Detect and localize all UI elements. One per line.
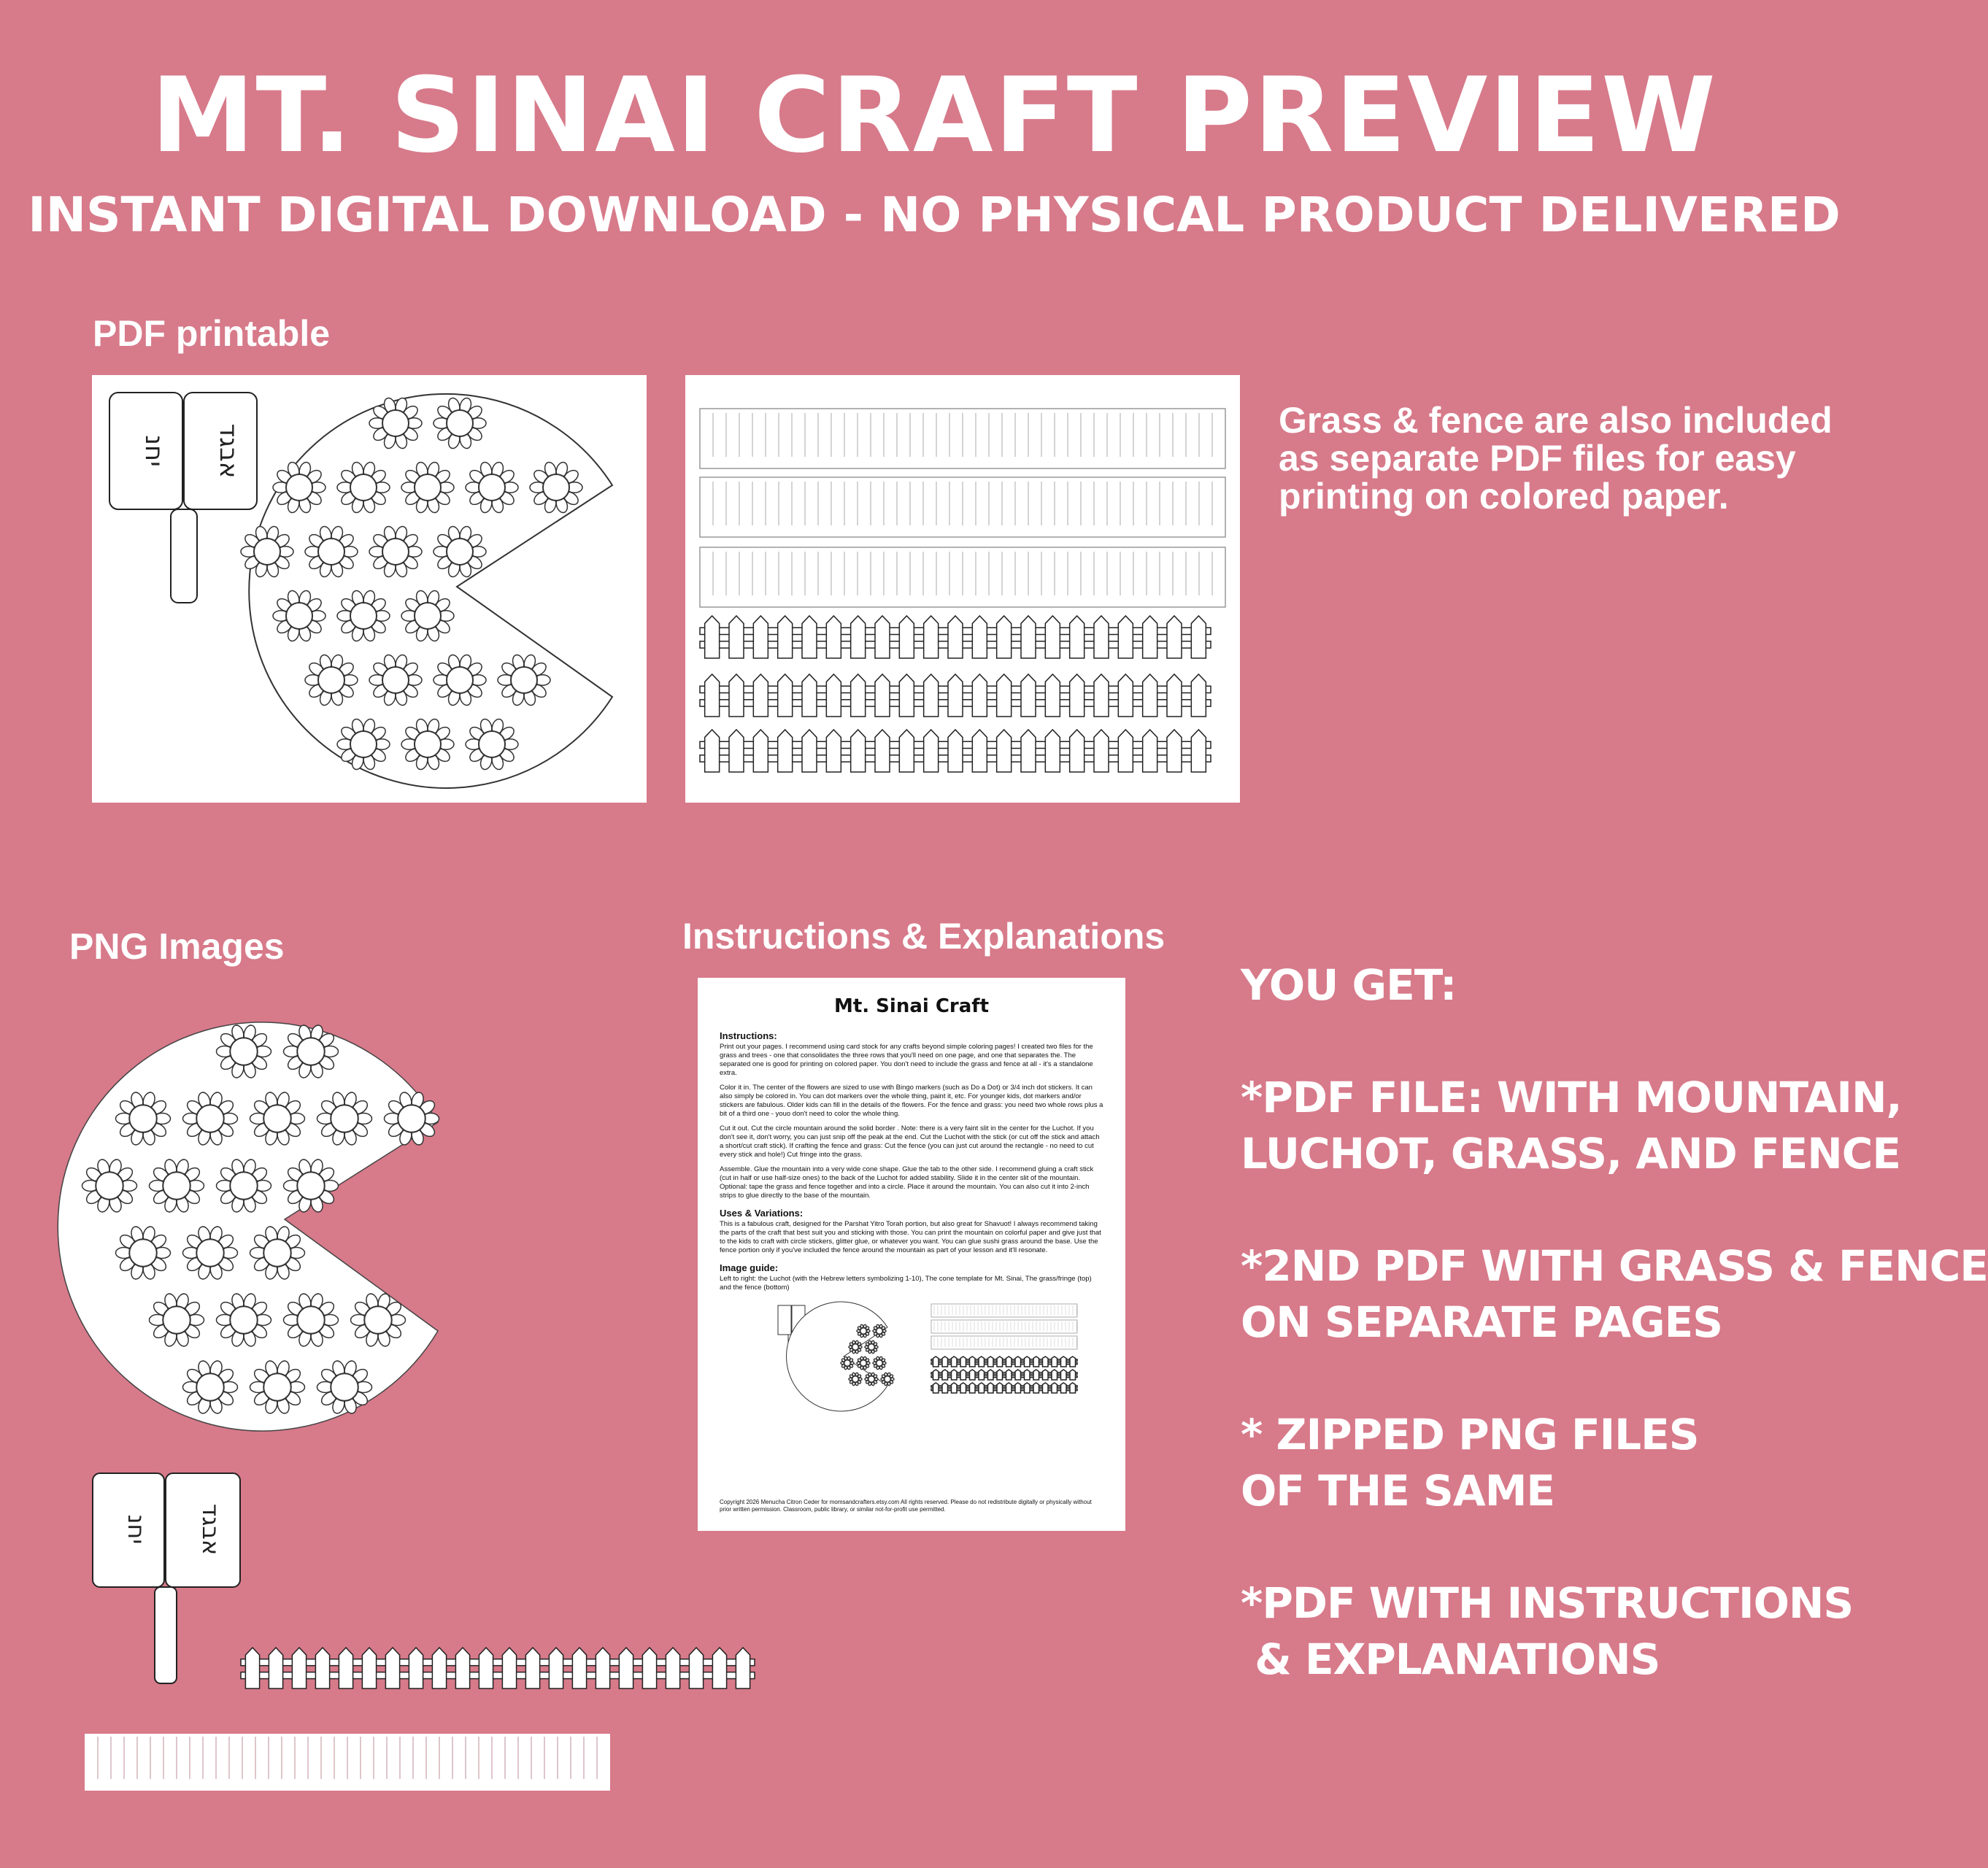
doc-thumbnail-preview bbox=[720, 1298, 1103, 1408]
page-title: MT. SINAI CRAFT PREVIEW bbox=[151, 55, 1717, 176]
png-luchot-left-letters: יחנ bbox=[123, 1514, 150, 1545]
doc-title: Mt. Sinai Craft bbox=[833, 995, 990, 1017]
png-luchot-image bbox=[90, 1471, 244, 1690]
instructions-label: Instructions & Explanations bbox=[682, 916, 1166, 957]
fence-strips bbox=[700, 616, 1211, 772]
png-images-label: PNG Images bbox=[69, 926, 285, 967]
grass-strips bbox=[700, 409, 1225, 607]
doc-copyright: Copyright 2026 Menucha Citron Ceder for momsandcrafters.etsy.com All rights reserved. Please do not redistribute digitally or physically without prior written permission. Classroom, public library, or similar not-for-profit use permitted. bbox=[720, 1499, 1092, 1513]
luchot-right-letters: אבגד bbox=[214, 423, 243, 479]
doc-paragraph-color: Color it in. The center of the flowers are sized to use with Bingo markers (such as Do a Dot) or 3/4 inch dot stickers. It can also simply be colored in. You can dot markers over the whole thing, paint it, etc. For younger kids, dot markers and/or stickers are fabulous. Older kids can fill in the details of the flowers. For the fence and grass: you need two whole rows plus a bit of a third one - youo don't need to color the whole thing. bbox=[720, 1084, 1103, 1118]
doc-paragraph-cut: Cut it out. Cut the circle mountain around the solid border . Note: there is a very faint slit in the center for the Luchot. If you don't see it, don't worry, you can just snip off the peak at the end. Cut the Luchot with the stick (or cut off the stick and attach a short/cut craft stick). If crafting the fence and grass: Cut the fence (you can just cut around the rectangle - no need to cut every stick and hole!) Cut fringe into the grass. bbox=[720, 1124, 1100, 1159]
doc-paragraph-print: Print out your pages. I recommend using card stock for any crafts beyond simple coloring pages! I created two files for the grass and trees - one that consolidates the three rows that you'll need on one page, and one that separates the. The separated one is good for printing on colored paper. You don't need to include the grass and fence at all - it's a standalone extra. bbox=[720, 1043, 1093, 1077]
doc-paragraph-uses: This is a fabulous craft, designed for the Parshat Yitro Torah portion, but also great for Shavuot! I always recommend taking the parts of the craft that best suit you and sticking with those. You can print the mountain on colorful paper and give just that to the kids to craft with circle stickers, glitter glue, or whatever you want. You can glue sushi grass around the base. Use the fence portion only if you've included the fence around the mountain as part of your lesson and it'll resonate. bbox=[720, 1220, 1101, 1254]
you-get-list bbox=[1241, 957, 1988, 1688]
you-get-item-2: *2ND PDF WITH GRASS & FENCE ON SEPARATE PAGES bbox=[1241, 1241, 1988, 1347]
you-get-heading: YOU GET: bbox=[1241, 960, 1457, 1010]
instructions-document bbox=[698, 978, 1125, 1531]
you-get-item-1: *PDF FILE: WITH MOUNTAIN, LUCHOT, GRASS, AND FENCE bbox=[1241, 1073, 1902, 1178]
png-grass-image bbox=[85, 1734, 610, 1791]
png-mountain-image bbox=[66, 1019, 445, 1435]
luchot-illustration bbox=[109, 393, 257, 603]
doc-guide-heading: Image guide: bbox=[720, 1262, 779, 1273]
pdf-mountain-preview bbox=[92, 375, 647, 803]
doc-uses-heading: Uses & Variations: bbox=[720, 1208, 804, 1219]
grass-fence-note: Grass & fence are also included as separate PDF files for easy printing on colored paper. bbox=[1279, 400, 1833, 517]
you-get-item-4: *PDF WITH INSTRUCTIONS & EXPLANATIONS bbox=[1241, 1578, 1854, 1684]
pdf-grass-fence-preview bbox=[685, 375, 1240, 803]
you-get-item-3: * ZIPPED PNG FILES OF THE SAME bbox=[1241, 1410, 1699, 1516]
luchot-left-letters: יחנ bbox=[139, 435, 169, 467]
doc-paragraph-guide: Left to right: the Luchot (with the Hebrew letters symbolizing 1-10), The cone template for Mt. Sinai, The grass/fringe (top) and the fence (bottom) bbox=[720, 1275, 1092, 1292]
png-luchot-right-letters: אבגד bbox=[197, 1503, 225, 1556]
doc-paragraph-assemble: Assemble. Glue the mountain into a very wide cone shape. Glue the tab to the other side. I recommend gluing a craft stick (cut in half or use half-size ones) to the back of the Luchot for added stability. Slide it in the center slit of the mountain. Optional: tape the grass and fence together and into a circle. Place it around the mountain. You can also cut it into 2-inch strips to glue directly to the base of the mountain. bbox=[720, 1165, 1094, 1200]
png-fence-image bbox=[238, 1645, 760, 1691]
page-subtitle: INSTANT DIGITAL DOWNLOAD - NO PHYSICAL PRODUCT DELIVERED bbox=[28, 187, 1841, 243]
pdf-printable-label: PDF printable bbox=[93, 313, 331, 354]
doc-instructions-heading: Instructions: bbox=[720, 1030, 777, 1041]
